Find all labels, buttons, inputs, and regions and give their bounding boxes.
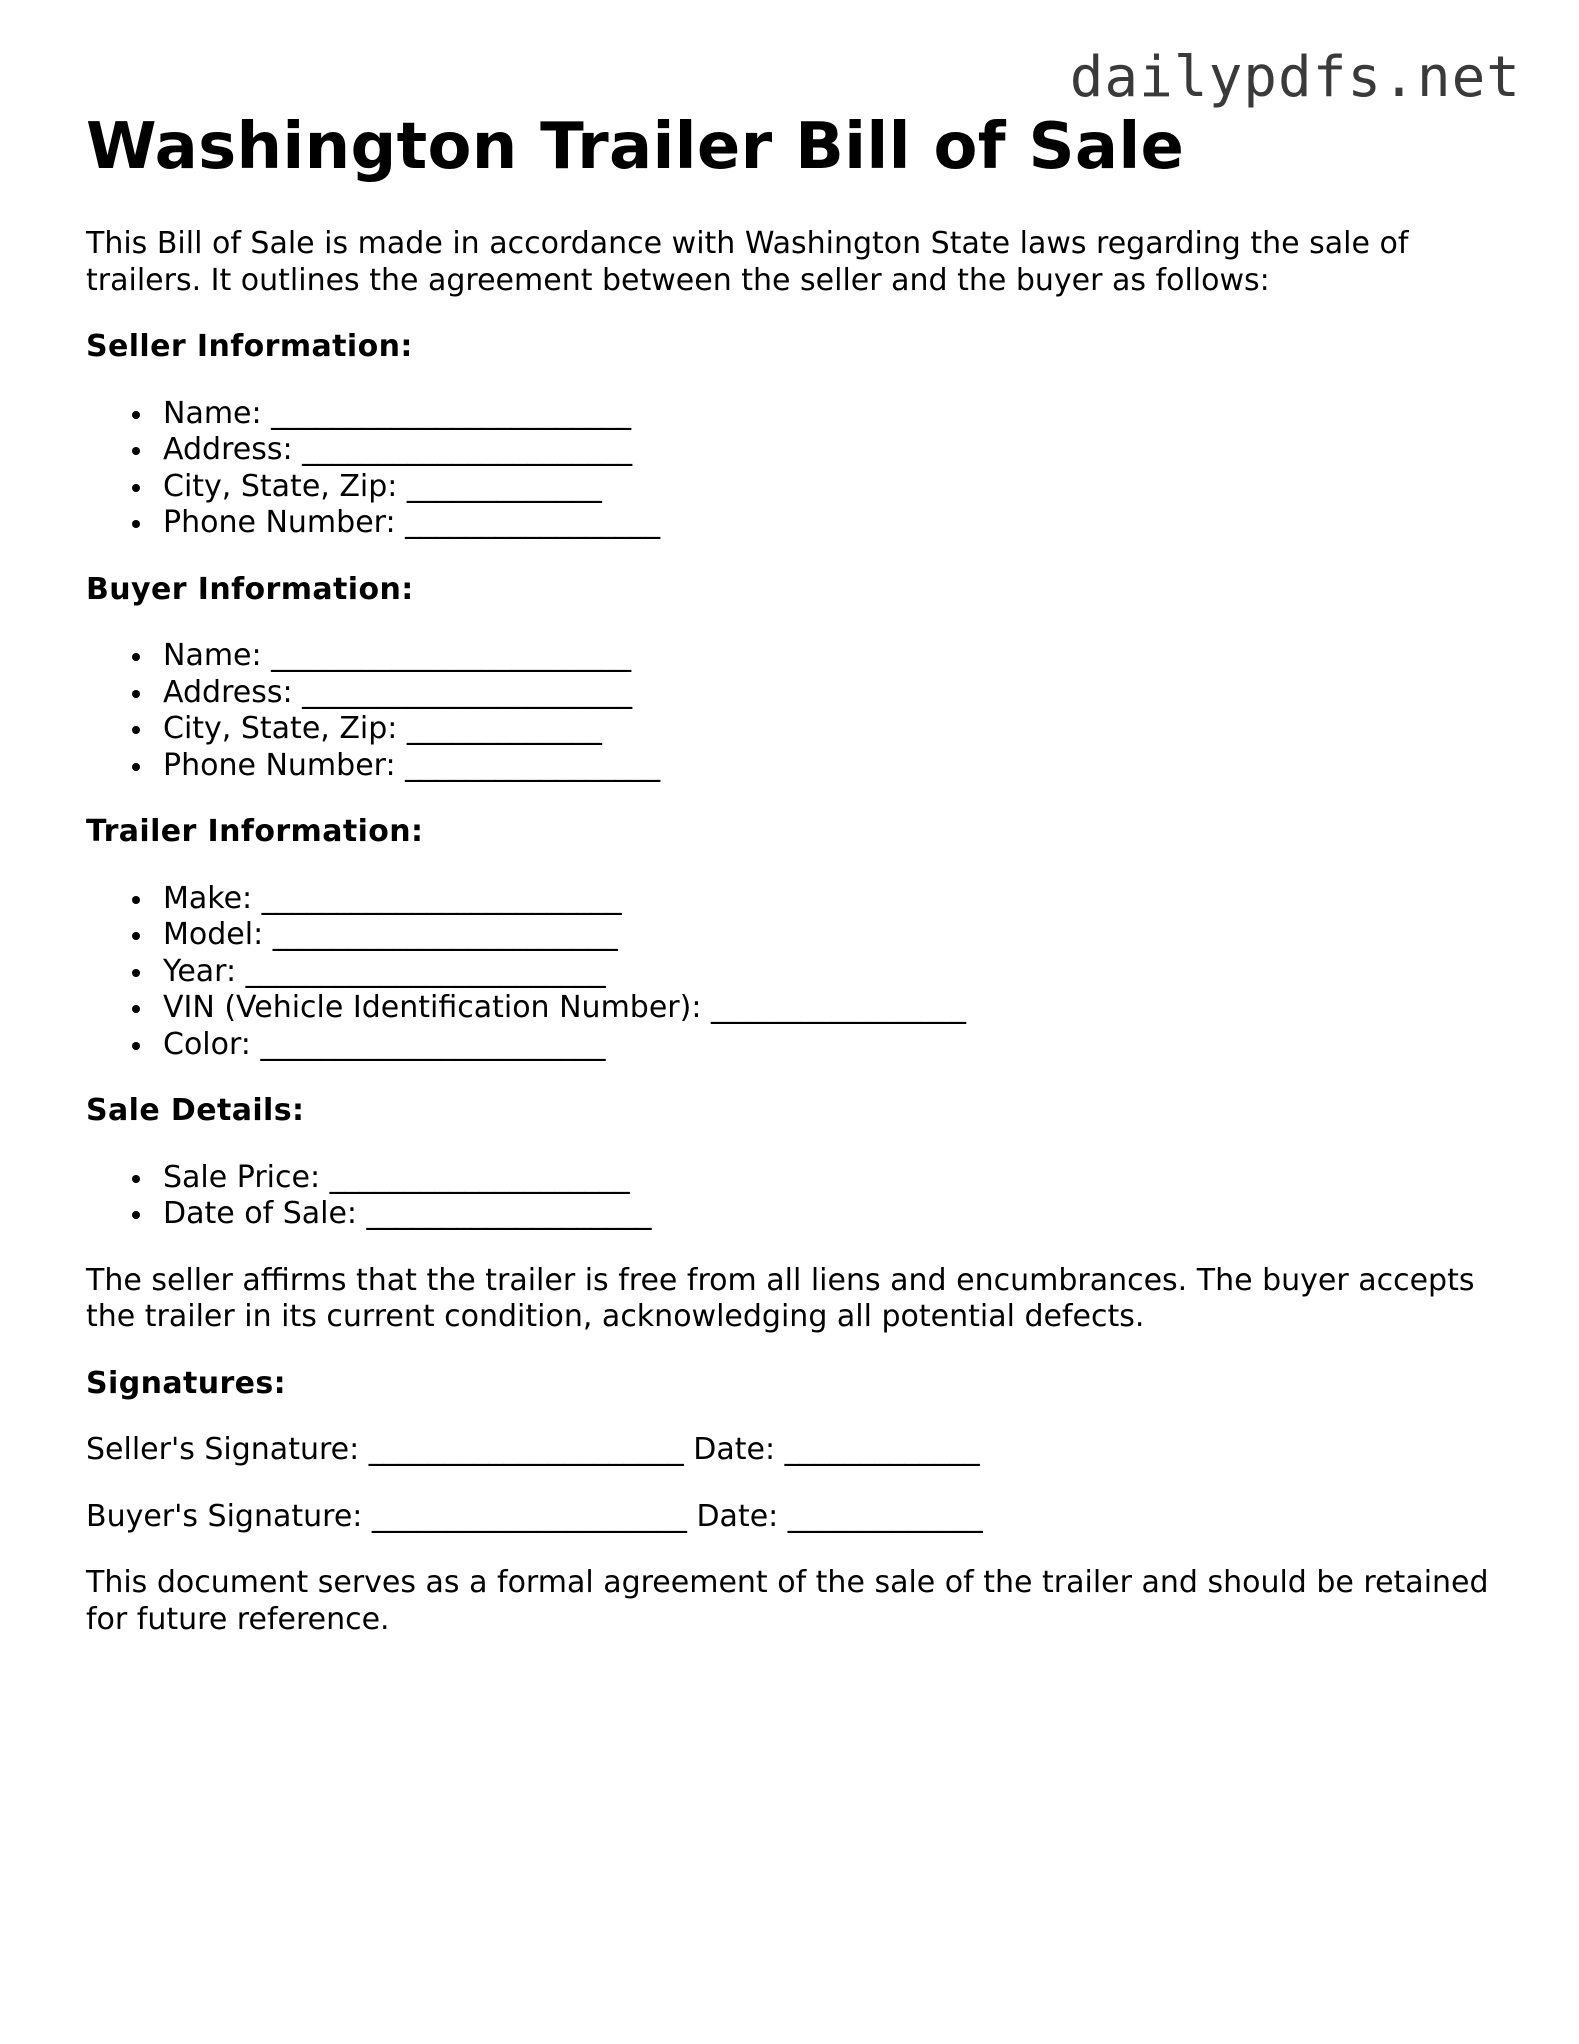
buyer-name-field: Name: ________________________ — [163, 638, 1496, 675]
watermark: dailypdfs.net — [1069, 45, 1521, 110]
sale-list — [86, 1160, 1496, 1233]
buyer-address-field: Address: ______________________ — [163, 675, 1496, 712]
closing-paragraph: This document serves as a formal agreement of the sale of the trailer and should be retained for future reference. — [86, 1565, 1489, 1637]
seller-city-state-zip-field: City, State, Zip: _____________ — [163, 469, 1496, 506]
document-page — [86, 108, 1496, 1638]
seller-address-field: Address: ______________________ — [163, 432, 1496, 469]
seller-name-field: Name: ________________________ — [163, 396, 1496, 433]
buyer-heading: Buyer Information: — [86, 571, 414, 607]
trailer-color-field: Color: _______________________ — [163, 1027, 1496, 1064]
trailer-model-field: Model: _______________________ — [163, 917, 1496, 954]
seller-list — [86, 396, 1496, 542]
document-title: Washington Trailer Bill of Sale — [86, 110, 1185, 184]
buyer-city-state-zip-field: City, State, Zip: _____________ — [163, 711, 1496, 748]
signatures-heading: Signatures: — [86, 1365, 287, 1401]
sale-price-field: Sale Price: ____________________ — [163, 1160, 1496, 1197]
affirmation-paragraph: The seller affirms that the trailer is free from all liens and encumbrances. The buyer accepts the trailer in its current condition, acknowledging all potential defects. — [86, 1262, 1475, 1334]
sale-date-field: Date of Sale: ___________________ — [163, 1196, 1496, 1233]
trailer-year-field: Year: ________________________ — [163, 954, 1496, 991]
trailer-heading: Trailer Information: — [86, 814, 424, 849]
seller-phone-field: Phone Number: _________________ — [163, 505, 1496, 542]
sale-heading: Sale Details: — [86, 1093, 305, 1128]
intro-paragraph: This Bill of Sale is made in accordance with Washington State laws regarding the sale of trailers. It outlines the agreement between the seller and the buyer as follows: — [86, 226, 1409, 298]
buyer-signature-line: Buyer's Signature: _____________________ Date: _____________ — [86, 1498, 983, 1534]
buyer-phone-field: Phone Number: _________________ — [163, 748, 1496, 785]
seller-signature-line: Seller's Signature: _____________________ Date: _____________ — [86, 1432, 980, 1467]
trailer-vin-field: VIN (Vehicle Identification Number): _________________ — [163, 990, 1496, 1027]
trailer-make-field: Make: ________________________ — [163, 881, 1496, 918]
trailer-list — [86, 881, 1496, 1064]
seller-heading: Seller Information: — [86, 329, 413, 364]
buyer-list — [86, 638, 1496, 784]
